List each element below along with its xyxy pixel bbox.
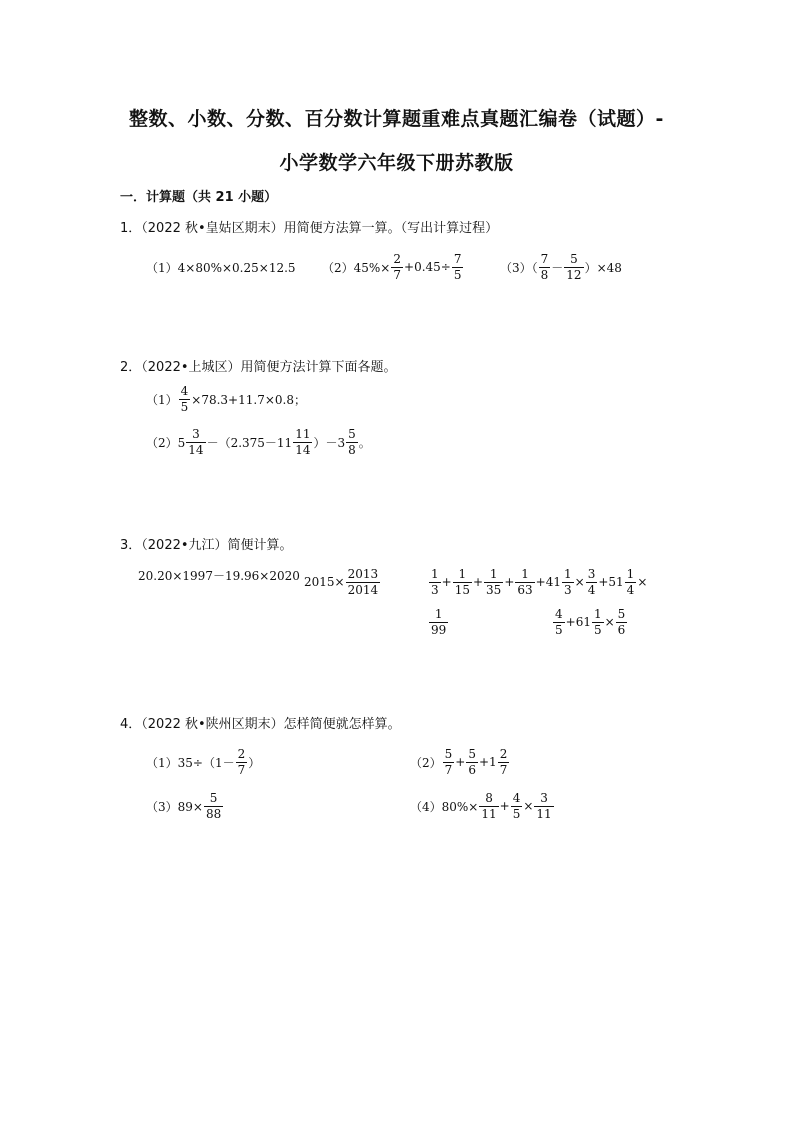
q3-p3-t4: $\frac{1}{63}$ (517, 566, 533, 597)
q3-p4-b: × (604, 615, 615, 629)
q4-p1-frac: $\frac{2}{7}$ (237, 746, 246, 777)
q3-part-3-wrap (428, 604, 449, 640)
q4-p3-frac: $\frac{5}{88}$ (205, 790, 222, 821)
q1-part-1 (146, 250, 296, 284)
q4-p4-frac1: $\frac{8}{11}$ (481, 790, 497, 821)
q2-p2-frac2: $\frac{11}{14}$ (295, 426, 311, 457)
q3-p4-frac2: $\frac{1}{5}$ (593, 606, 602, 637)
q4-p2-frac3: $\frac{2}{7}$ (499, 746, 508, 777)
q4-p4-frac2: $\frac{4}{5}$ (512, 790, 521, 821)
q2-p1-b: ×78.3+11.7×0.8； (191, 392, 306, 407)
q1-p3-frac1: $\frac{7}{8}$ (540, 251, 549, 282)
q1-p3-c: ）×48 (584, 260, 622, 275)
q3-p3-t2: $\frac{1}{15}$ (454, 566, 470, 597)
q1-part-2 (322, 250, 464, 284)
q4-p3-a: （3）89× (146, 799, 203, 814)
q2-p1-frac: $\frac{4}{5}$ (180, 383, 189, 414)
plus-sign: + (504, 575, 515, 589)
q3-p3-t6: $\frac{3}{4}$ (587, 566, 596, 597)
q4-p1-b: ） (248, 755, 261, 770)
q2-p2-frac3: $\frac{5}{8}$ (348, 426, 356, 457)
q4-p4-a: （4）80%× (410, 799, 479, 814)
question-1-stem: 1．（2022 秋•皇姑区期末）用简便方法算一算。（写出计算过程） (120, 221, 499, 236)
q1-p3-frac2: $\frac{5}{12}$ (566, 251, 582, 282)
q4-p4-b: + (499, 799, 510, 813)
q4-p4-frac3: $\frac{3}{11}$ (536, 790, 552, 821)
times-sign: × (574, 575, 585, 589)
q3-p4-a: +61 (565, 615, 591, 629)
q4-p4-c: × (523, 799, 534, 813)
q4-p1-a: （1）35÷（1－ (146, 755, 235, 770)
plus-sign: + (472, 575, 484, 589)
q2-p1-a: （1） (146, 392, 178, 407)
q3-p3-t7: $\frac{1}{4}$ (626, 566, 635, 597)
q2-p2-b: －（2.375－11 (206, 435, 293, 450)
q3-p2-a: 2015× (304, 575, 345, 589)
question-3-stem: 3．（2022•九江）简便计算。 (120, 538, 293, 553)
q1-p2-frac2: $\frac{7}{5}$ (453, 251, 462, 282)
q4-part-3 (146, 788, 224, 824)
page-title-line2: 小学数学六年级下册苏教版 (279, 152, 514, 174)
q1-p3-b: － (551, 260, 564, 275)
q4-p2-frac1: $\frac{5}{7}$ (444, 746, 453, 777)
q1-p2-b: +0.45÷ (404, 260, 451, 274)
q4-p2-a: （2） (410, 755, 442, 770)
q2-p2-frac1: $\frac{3}{14}$ (188, 426, 204, 457)
q2-part-1 (146, 382, 306, 416)
q1-p1-text: （1）4×80%×0.25×12.5 (146, 260, 296, 275)
q3-part-2 (304, 564, 381, 600)
q3-p3-t1: $\frac{1}{3}$ (431, 566, 439, 597)
q3-p3-whole-41: +41 (535, 575, 561, 589)
q2-p2-a: （2）5 (146, 435, 186, 450)
page-title-line1: 整数、小数、分数、百分数计算题重难点真题汇编卷（试题）- (129, 108, 664, 130)
q4-part-4 (410, 788, 555, 824)
times-sign: × (637, 575, 648, 589)
q1-p2-a: （2）45%× (322, 260, 391, 275)
q2-p2-d: 。 (358, 435, 371, 450)
q3-p1-text: 20.20×1997－19.96×2020 (138, 568, 300, 583)
q3-p3-t3: $\frac{1}{35}$ (486, 566, 502, 597)
q3-p3-t5: $\frac{1}{3}$ (564, 566, 572, 597)
q3-part-4 (552, 604, 628, 640)
q4-p2-c: +1 (478, 755, 497, 769)
question-2-stem: 2．（2022•上城区）用简便方法计算下面各题。 (120, 360, 397, 375)
q3-p3-whole-51: +51 (598, 575, 624, 589)
q3-part-3 (428, 564, 647, 600)
q1-p2-frac1: $\frac{2}{7}$ (393, 251, 402, 282)
q3-p4-frac1: $\frac{4}{5}$ (555, 606, 563, 637)
q4-part-1 (146, 744, 260, 780)
q1-p3-a: （3）（ (500, 260, 538, 275)
q2-p2-c: ）－3 (313, 435, 346, 450)
plus-sign: + (441, 575, 452, 589)
q3-p2-frac: $\frac{2013}{2014}$ (347, 566, 379, 597)
q3-p3-t8: $\frac{1}{99}$ (431, 606, 447, 637)
section-heading: 一．计算题（共 21 小题） (120, 190, 278, 205)
q4-part-2 (410, 744, 510, 780)
q2-part-2 (146, 424, 371, 460)
q3-p4-frac3: $\frac{5}{6}$ (617, 606, 626, 637)
q1-part-3 (500, 250, 622, 284)
question-4-stem: 4．（2022 秋•陕州区期末）怎样简便就怎样算。 (120, 717, 401, 732)
q3-part-1 (138, 566, 300, 584)
q4-p2-frac2: $\frac{5}{6}$ (468, 746, 476, 777)
q4-p2-b: + (455, 755, 466, 769)
